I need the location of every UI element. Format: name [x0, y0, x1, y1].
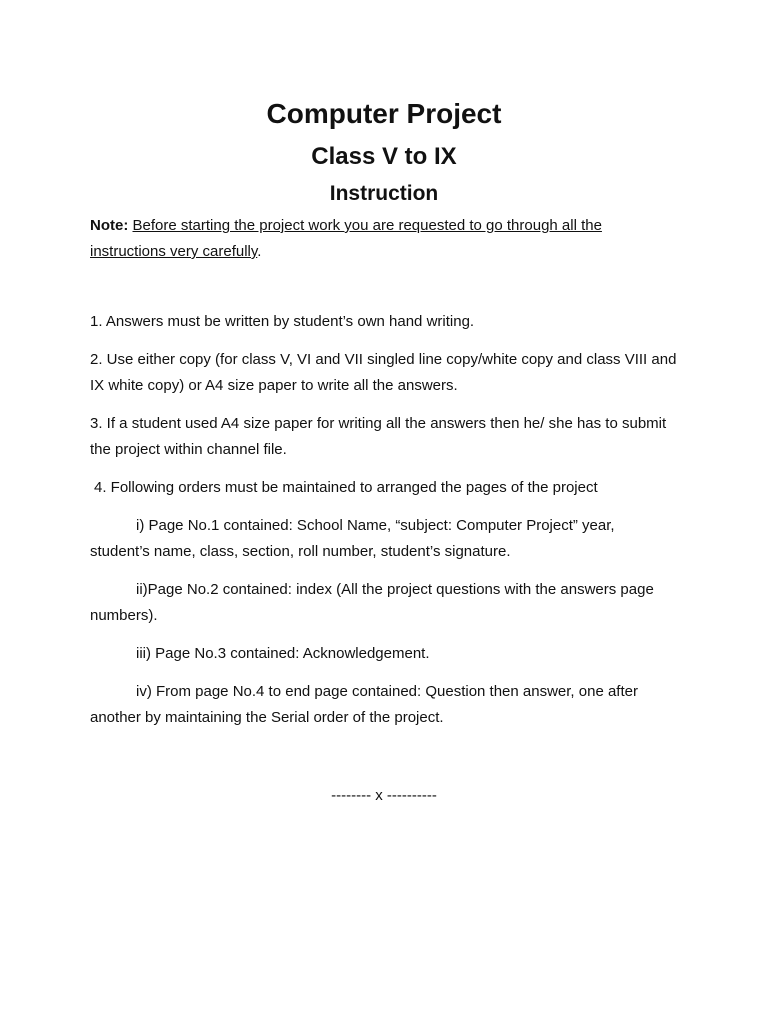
instruction-item: 3. If a student used A4 size paper for writing all the answers then he/ she has to submit the project within channel file.: [90, 415, 667, 458]
instruction-item: 4. Following orders must be maintained to arranged the pages of the project: [94, 479, 598, 496]
instruction-item: 2. Use either copy (for class V, VI and VII singled line copy/white copy and class VIII and IX white copy) or A4 size paper to write all the answers.: [90, 351, 677, 394]
instruction-subitem: ii)Page No.2 contained: index (All the project questions with the answers page numbers).: [90, 581, 654, 624]
document-subtitle: Class V to IX: [311, 143, 457, 170]
instruction-subitem: i) Page No.1 contained: School Name, “subject: Computer Project” year, student’s name, class, section, roll number, student’s signature.: [90, 517, 615, 560]
instruction-subitem: iii) Page No.3 contained: Acknowledgement.: [136, 645, 430, 662]
note-label: Note:: [90, 217, 129, 234]
document-title: Computer Project: [266, 98, 502, 129]
note-text: Before starting the project work you are requested to go through all the instructions very carefully: [90, 217, 602, 260]
note-paragraph: [90, 213, 678, 265]
document-page: [90, 0, 690, 1024]
end-mark: -------- x ----------: [331, 787, 437, 804]
instruction-item: 1. Answers must be written by student’s own hand writing.: [90, 313, 475, 330]
instruction-heading: Instruction: [329, 182, 439, 205]
note-end: .: [257, 243, 262, 260]
instruction-subitem: iv) From page No.4 to end page contained: Question then answer, one after another by maintaining the Serial order of the project.: [90, 683, 638, 726]
